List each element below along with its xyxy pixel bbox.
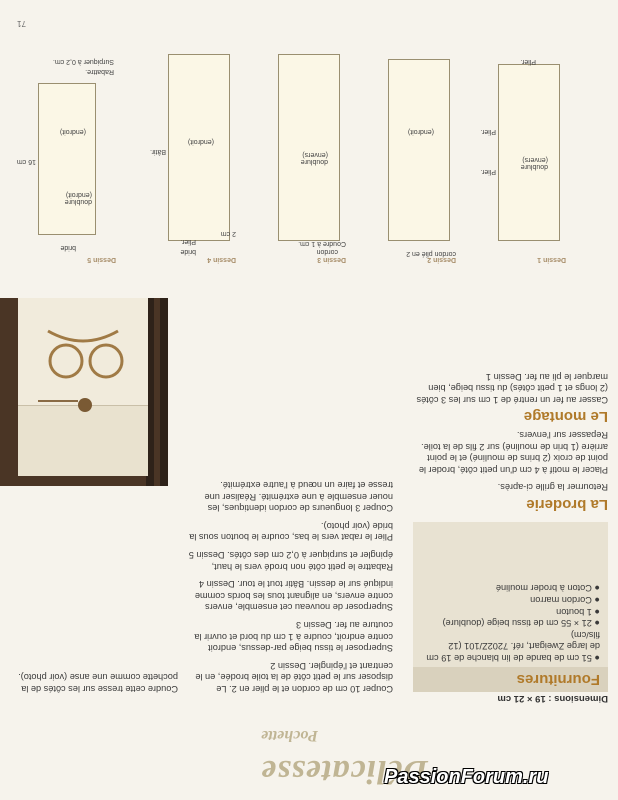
diagram-text: Plier. [520,58,536,65]
diagram-label: Dessin 5 [87,256,116,263]
supplies-heading: Fournitures [413,667,608,692]
supply-item: ● 51 cm de bande de lin blanche de 19 cm de large Zweigart, réf. 7202Z/101 (12 fils/cm) [421,628,600,663]
broderie-paragraph: Placer le motif à 4 cm d'un petit côté, broder le point de croix (2 brins de mouliné) et le point arrière (1 brin de mouliné) sur 2 fils de la toile. Repasser sur l'envers. [418,430,608,475]
watermark: PassionForum.ru [384,766,549,788]
diagram-text: (endroit) [187,138,214,145]
montage-paragraph: Couper 3 longueurs de cordon identiques, les nouer ensemble à une extrémité. Réaliser une tresse et faire un nœud à l'autre extrémité. [204,480,393,514]
diagram-text: doublure (endroit) [64,191,92,205]
diagram-label: Dessin 4 [207,256,236,263]
diagram-text: 2 cm [220,230,236,237]
diagram-text: 16 cm [16,158,36,165]
diagram-text: Rabattre. [85,68,114,75]
diagram-label: Dessin 1 [537,256,566,263]
diagram-label: Dessin 3 [317,256,346,263]
diagram-3 [246,50,346,265]
diagram-5 [6,50,116,265]
pouch-loop [38,400,78,402]
diagrams-row [6,35,566,265]
diagram-1-shape [498,64,560,241]
montage-column [188,473,393,695]
diagram-5-shape [38,83,96,235]
page-number: 71 [17,19,26,28]
diagram-label: Dessin 2 [427,256,456,263]
diagram-text: Bâtir. [150,148,166,155]
supplies-list [413,582,608,663]
diagram-text: cordon plié en 2 [406,250,456,257]
pouch-button [78,398,92,412]
diagram-text: (endroit) [407,128,434,135]
supply-item: ● Coton à broder mouliné [421,582,600,594]
diagram-4 [126,50,236,265]
diagram-text: Plier. [180,238,196,245]
diagram-text: bride [180,248,196,255]
supply-item: ● Cordon marron [421,593,600,605]
embroidery-motif [38,316,128,386]
supply-item: ● 21 × 55 cm de tissu beige (doublure) [421,617,600,629]
montage-heading: Le montage [523,408,608,426]
supplies-box [413,522,608,692]
montage-paragraph: Superposer de nouveau cet ensemble, envers contre envers, en alignant tous les bords comme indiqué sur le dessin. Bâtir tout le tour. Dessin 4 [194,579,393,613]
montage-paragraph: Rabattre le petit côté non brodé vers le haut, épingler et surpiquer à 0,2 cm des côtés. Dessin 5 [188,550,393,572]
diagram-text: Surpiquer à 0,2 cm. [52,58,114,65]
diagram-2 [356,50,456,265]
montage-paragraph: Plier le rabat vers le bas, coudre le bouton sous la bride (voir photo). [189,520,393,543]
diagram-3-shape [278,54,340,241]
diagram-text: Coudre à 1 cm. [298,240,346,247]
diagram-text: (endroit) [59,128,86,135]
diagram-4-shape [168,54,230,241]
diagram-text: doublure (envers) [520,156,548,170]
supply-item: ● 1 bouton [421,605,600,617]
diagram-text: Plier. [480,168,496,175]
diagram-1 [466,50,566,265]
broderie-heading: La broderie [526,496,608,513]
montage-paragraph: Couper 10 cm de cordon et le plier en 2. Le disposer sur le petit côté de la toile brodée, en le centrant et l'épingler. Dessin 2 [195,660,393,694]
dimensions-text: Dimensions : 19 × 21 cm [497,693,608,704]
montage-paragraph: Superposer le tissu beige par-dessus, endroit contre endroit, coudre à 1 cm du bord et ouvrir la couture au fer. Dessin 3 [194,620,393,654]
page-subtitle: Pochette [261,727,318,744]
montage-paragraph: Coudre cette tresse sur les côtés de la pochette comme une anse (voir photo). [18,672,178,694]
diagram-text: cordon [316,248,338,255]
broderie-section [413,364,608,513]
montage-column-right [10,665,178,694]
diagram-text: Plier. [480,128,496,135]
diagram-text: doublure (envers) [300,151,328,165]
diagram-text: bride [60,244,76,251]
page-title: Délicatesse [260,753,428,790]
pouch-flap [18,405,148,476]
product-photo [0,298,168,486]
montage-paragraph: Casser au fer un rentré de 1 cm sur les 3 côtés (2 longs et 1 petit côtés) du tissu beige, bien marquer le pli au fer. Dessin 1 [416,371,608,405]
photo-bg-stripe [160,298,168,486]
broderie-paragraph: Retourner la grille ci-après. [497,482,608,493]
diagram-2-shape [388,59,450,241]
